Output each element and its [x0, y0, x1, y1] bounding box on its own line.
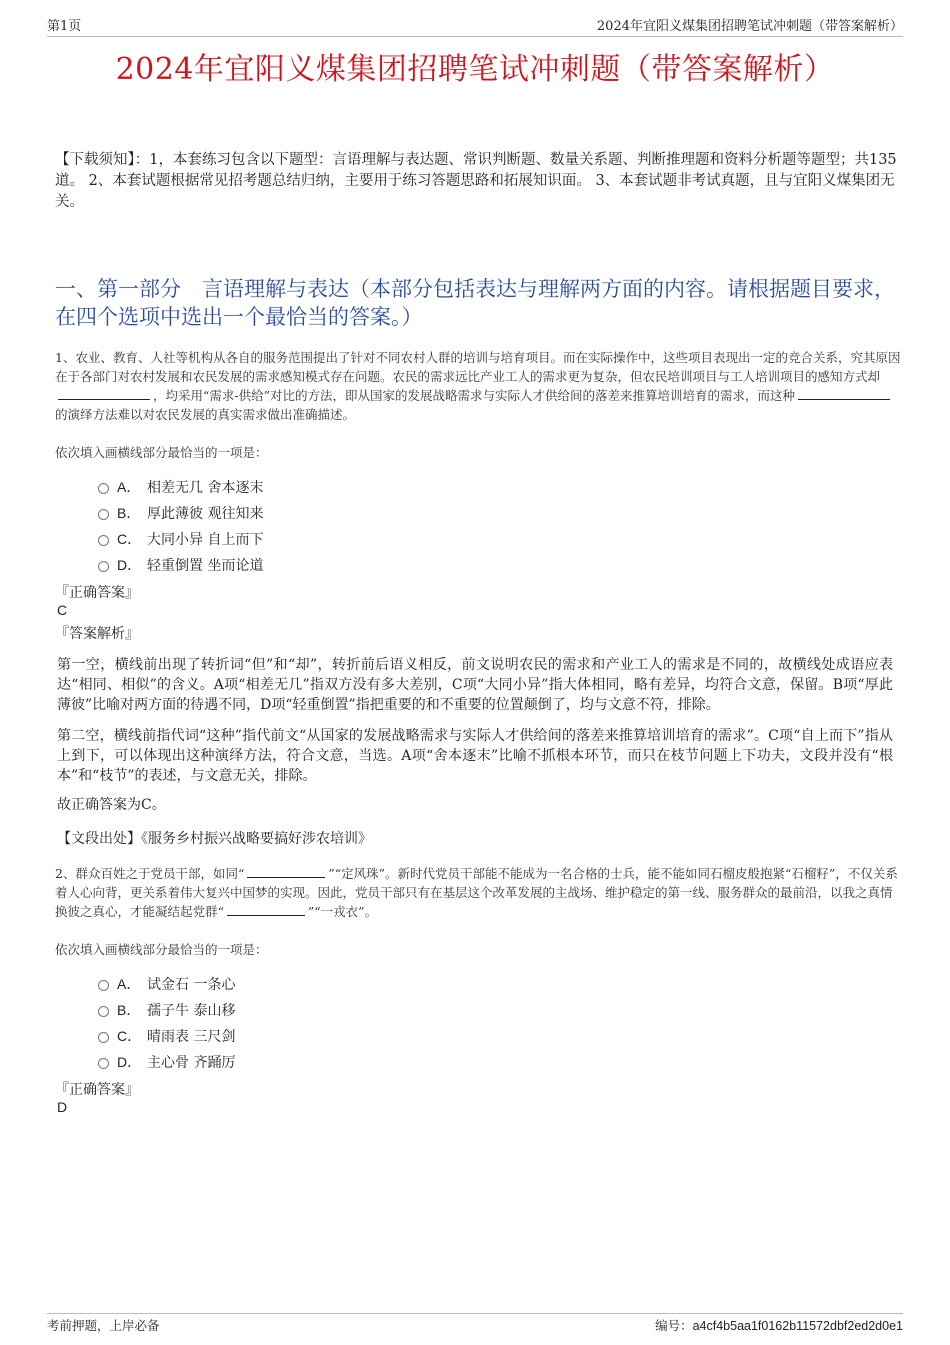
q1-analysis-para-2: 第二空，横线前指代词“这种”指代前文“从国家的发展战略需求与实际人才供给间的落差来推算培训培育的需求”。C项“自上而下”指从上到下，可以体现出这种演绎方法，符合文意，当选。A项“舍本逐末”比喻不抓根本环节，而只在枝节问题上下功夫，文段并没有“根本”和“枝节”的表述，与文意无关，排除。 [57, 728, 893, 784]
q1-analysis-para-1: 第一空，横线前出现了转折词“但”和“却”，转折前后语义相反，前文说明农民的需求和产业工人的需求是不同的，故横线处成语应表达“相同、相似”的含义。A项“相差无几”指双方没有多大差别，C项“大同小异”指大体相同，略有差异，均符合文意，保留。B项“厚此薄彼”比喻对两方面的待遇不同，D项“轻重倒置”指把重要的和不重要的位置颠倒了，均与文意不符，排除。 [57, 657, 893, 713]
q2-option-b[interactable] [98, 1000, 235, 1020]
option-key: C． [117, 1028, 142, 1044]
option-key: A． [117, 479, 141, 495]
option-text: 孺子牛 泰山移 [147, 1003, 236, 1019]
stem-text: 1、农业、教育、人社等机构从各自的服务范围提出了针对不同农村人群的培训与培育项目。而在实际操作中，这些项目表现出一定的竞合关系，究其原因在于各部门对农村发展和农民发展的需求感知模式存在问题。农民的需求远比产业工人的需求更为复杂，但农民培训项目与工人培训项目的感知方式却 [55, 350, 901, 384]
radio-icon[interactable] [98, 483, 109, 494]
fill-blank [247, 866, 325, 878]
q1-option-a[interactable] [98, 477, 263, 497]
radio-icon[interactable] [98, 561, 109, 572]
q1-answer: C [57, 602, 68, 618]
footer-slogan: 考前押题，上岸必备 [47, 1318, 160, 1333]
radio-icon[interactable] [98, 1006, 109, 1017]
option-key: D． [117, 557, 142, 573]
question-2-stem [55, 864, 901, 921]
question-2-prompt: 依次填入画横线部分最恰当的一项是： [55, 942, 268, 957]
q2-option-c[interactable] [98, 1026, 235, 1046]
q1-analysis-label: 『答案解析』 [55, 626, 139, 642]
q2-option-d[interactable] [98, 1052, 235, 1072]
q2-answer-label: 『正确答案』 [55, 1082, 139, 1098]
q2-option-a[interactable] [98, 974, 235, 994]
option-key: C． [117, 531, 142, 547]
fill-blank [798, 388, 890, 400]
download-notice: 【下载须知】：1，本套练习包含以下题型：言语理解与表达题、常识判断题、数量关系题、判断推理题和资料分析题等题型；共135道。 2、本套试题根据常见招考题总结归纳，主要用于练习答题思路和拓展知识面。 3、本套试题非考试真题，且与宜阳义煤集团无关。 [55, 152, 897, 210]
stem-text: 的演绎方法难以对农民发展的真实需求做出准确描述。 [55, 407, 356, 422]
q1-option-c[interactable] [98, 529, 263, 549]
radio-icon[interactable] [98, 1032, 109, 1043]
fill-blank [58, 388, 150, 400]
page-footer [47, 1313, 903, 1334]
option-text: 晴雨表 三尺剑 [147, 1029, 236, 1045]
option-text: 试金石 一条心 [147, 977, 236, 993]
option-text: 主心骨 齐踊厉 [147, 1055, 236, 1071]
q1-option-d[interactable] [98, 555, 263, 575]
q2-answer: D [57, 1099, 68, 1115]
q1-answer-label: 『正确答案』 [55, 585, 139, 601]
stem-text: 2、群众百姓之于党员干部，如同“ [55, 866, 245, 881]
footer-code-line [655, 1316, 903, 1334]
stem-text: ”“一戎衣”。 [307, 904, 378, 919]
fill-blank [227, 904, 305, 916]
radio-icon[interactable] [98, 980, 109, 991]
option-text: 轻重倒置 坐而论道 [147, 558, 264, 574]
option-text: 厚此薄彼 观往知来 [147, 506, 264, 522]
option-text: 相差无几 舍本逐末 [147, 480, 264, 496]
radio-icon[interactable] [98, 535, 109, 546]
stem-text: ，均采用“需求-供给”对比的方法，即从国家的发展战略需求与实际人才供给间的落差来推算培训培育的需求，而这种 [153, 388, 796, 403]
page-title: 2024年宜阳义煤集团招聘笔试冲刺题（带答案解析） [115, 52, 835, 87]
option-text: 大同小异 自上而下 [147, 532, 264, 548]
page-number: 第1页 [47, 19, 82, 34]
page-header [47, 14, 903, 37]
question-1-prompt: 依次填入画横线部分最恰当的一项是： [55, 445, 268, 460]
footer-code-label: 编号： [655, 1318, 693, 1333]
footer-code: a4cf4b5aa1f0162b11572dbf2ed2d0e1 [692, 1319, 903, 1333]
option-key: B． [117, 505, 141, 521]
option-key: A． [117, 976, 141, 992]
question-1-stem [55, 348, 901, 424]
option-key: D． [117, 1054, 142, 1070]
q1-conclusion: 故正确答案为C。 [57, 797, 166, 813]
header-doc-title: 2024年宜阳义煤集团招聘笔试冲刺题（带答案解析） [596, 19, 903, 34]
q1-source: 【文段出处】《服务乡村振兴战略要搞好涉农培训》 [57, 831, 372, 847]
stem-text: ”“定风珠”。新时代党员干部能不能成为一名合格的士兵，能不能如同石榴皮般抱紧“石榴籽”，不仅关系着人心向背，更关系着伟大复兴中国梦的实现。因此，党员干部只有在基层这个改革发展的主战场、维护稳定的第一线、服务群众的最前沿，以我之真情换彼之真心，才能凝结起党群“ [55, 866, 898, 919]
q1-option-b[interactable] [98, 503, 263, 523]
section-heading: 一、第一部分 言语理解与表达（本部分包括表达与理解两方面的内容。请根据题目要求，在四个选项中选出一个最恰当的答案。） [55, 277, 895, 329]
radio-icon[interactable] [98, 509, 109, 520]
option-key: B． [117, 1002, 141, 1018]
radio-icon[interactable] [98, 1058, 109, 1069]
